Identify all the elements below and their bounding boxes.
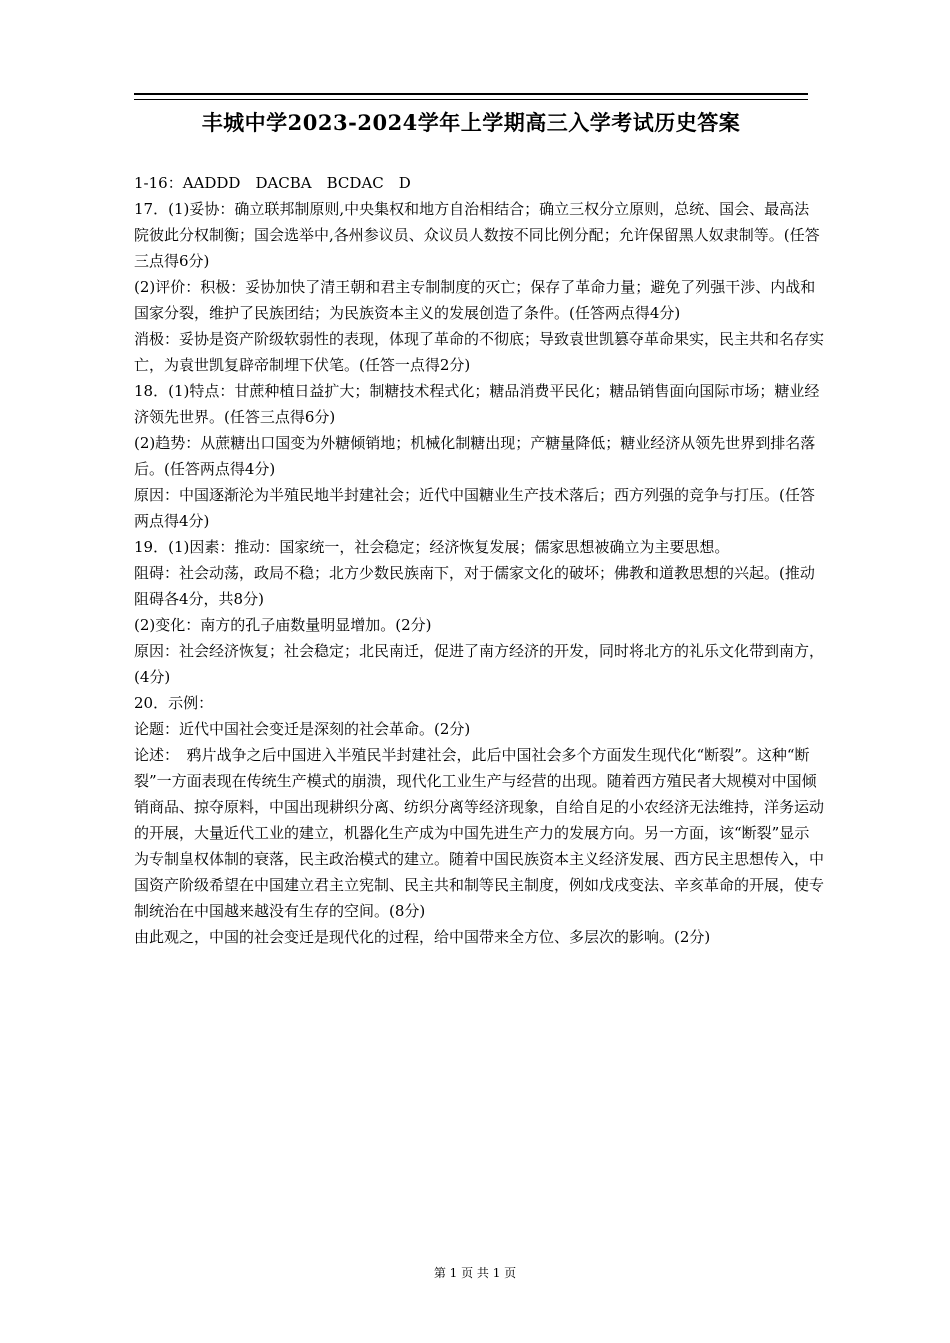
q17-part2-positive: (2)评价：积极：妥协加快了清王朝和君主专制制度的灭亡；保存了革命力量；避免了列强干涉、内战和国家分裂，维护了民族团结；为民族资本主义的发展创造了条件。(任答两点得4分) (134, 278, 816, 322)
q20-heading: 20．示例： (134, 694, 214, 712)
document-title: 丰城中学2023-2024学年上学期高三入学考试历史答案 (201, 110, 741, 135)
q17-part1: 17．(1)妥协：确立联邦制原则,中央集权和地方自治相结合；确立三权分立原则，总统、国会、最高法院彼此分权制衡；国会选举中,各州参议员、众议员人数按不同比例分配；允许保留黑人奴隶制等。(任答三点得6分) (134, 200, 820, 270)
header-double-rule-bottom (134, 99, 808, 100)
answer-choice-line: 1-16：AADDD DACBA BCDAC D (134, 174, 411, 192)
q20-thesis: 论题：近代中国社会变迁是深刻的社会革命。(2分) (134, 720, 471, 738)
page-footer: 第 1 页 共 1 页 (433, 1266, 517, 1280)
q19-part2-change: (2)变化：南方的孔子庙数量明显增加。(2分) (134, 616, 432, 634)
q20-argument: 论述： 鸦片战争之后中国进入半殖民半封建社会，此后中国社会多个方面发生现代化“断裂”。这种“断裂”一方面表现在传统生产模式的崩溃，现代化工业生产与经营的出现。随着西方殖民者大规模对中国倾销商品、掠夺原料，中国出现耕织分离、纺织分离等经济现象，自给自足的小农经济无法维持，洋务运动的开展，大量近代工业的建立，机器化生产成为中国先进生产力的发展方向。另一方面，该“断裂”显示为专制皇权体制的衰落，民主政治模式的建立。随着中国民族资本主义经济发展、西方民主思想传入，中国资产阶级希望在中国建立君主立宪制、民主共和制等民主制度，例如戊戌变法、辛亥革命的开展，使专制统治在中国越来越没有生存的空间。(8分) (134, 746, 825, 920)
q18-part1: 18．(1)特点：甘蔗种植日益扩大；制糖技术程式化；糖品消费平民化；糖品销售面向国际市场；糖业经济领先世界。(任答三点得6分) (134, 382, 820, 426)
q19-part2-reason: 原因：社会经济恢复；社会稳定；北民南迁，促进了南方经济的开发，同时将北方的礼乐文化带到南方，(4分) (134, 642, 825, 686)
q18-part2-reason: 原因：中国逐渐沦为半殖民地半封建社会；近代中国糖业生产技术落后；西方列强的竞争与打压。(任答两点得4分) (134, 486, 815, 530)
header-double-rule-top (134, 93, 808, 95)
q19-part1-hinder: 阻碍：社会动荡，政局不稳；北方少数民族南下，对于儒家文化的破坏；佛教和道教思想的兴起。(推动阻碍各4分，共8分) (134, 564, 815, 608)
q19-part1-promote: 19．(1)因素：推动：国家统一，社会稳定；经济恢复发展；儒家思想被确立为主要思想。 (134, 538, 730, 556)
q20-conclusion: 由此观之，中国的社会变迁是现代化的过程，给中国带来全方位、多层次的影响。(2分) (134, 928, 711, 946)
q18-part2-trend: (2)趋势：从蔗糖出口国变为外糖倾销地；机械化制糖出现；产糖量降低；糖业经济从领先世界到排名落后。(任答两点得4分) (134, 434, 816, 478)
answer-content (134, 170, 824, 950)
q17-part2-negative: 消极：妥协是资产阶级软弱性的表现，体现了革命的不彻底；导致袁世凯篡夺革命果实，民主共和名存实亡，为袁世凯复辟帝制埋下伏笔。(任答一点得2分) (134, 330, 825, 374)
